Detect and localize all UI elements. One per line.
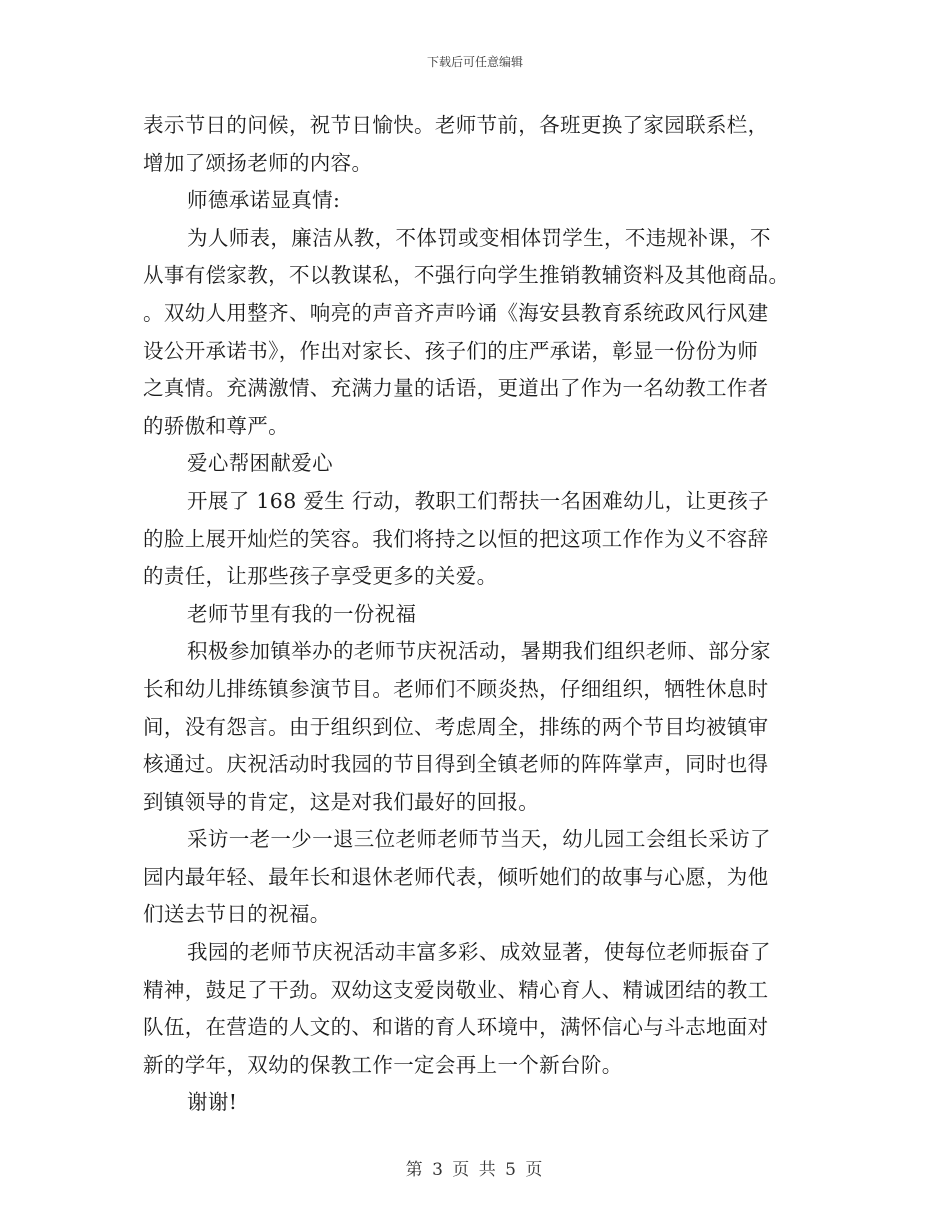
text-line: 新的学年，双幼的保教工作一定会再上一个新台阶。	[143, 1052, 623, 1077]
text-line: 爱心帮困献爱心	[187, 451, 333, 476]
page-number-footer: 第 3 页 共 5 页	[405, 1160, 545, 1180]
text-line: 。双幼人用整齐、响亮的声音齐声吟诵《海安县教育系统政风行风建	[143, 300, 769, 325]
text-line: 老师节里有我的一份祝福	[187, 601, 417, 626]
text-line: 从事有偿家教，不以教谋私，不强行向学生推销教辅资料及其他商品。	[143, 263, 790, 288]
text-line: 设公开承诺书》，作出对家长、孩子们的庄严承诺，彰显一份份为师	[143, 338, 759, 363]
text-line: 我园的老师节庆祝活动丰富多彩、成效显著，使每位老师振奋了	[187, 940, 771, 965]
text-line: 队伍，在营造的人文的、和谐的育人环境中，满怀信心与斗志地面对	[143, 1015, 769, 1040]
text-line: 园内最年轻、最年长和退休老师代表，倾听她们的故事与心愿，为他	[143, 864, 769, 889]
text-line: 表示节日的问候，祝节日愉快。老师节前，各班更换了家园联系栏，	[143, 113, 769, 137]
text-line: 间，没有怨言。由于组织到位、考虑周全，排练的两个节目均被镇审	[143, 714, 769, 739]
text-line: 的脸上展开灿烂的笑容。我们将持之以恒的把这项工作作为义不容辞	[143, 526, 769, 551]
text-line: 核通过。庆祝活动时我园的节目得到全镇老师的阵阵掌声，同时也得	[143, 752, 769, 777]
text-line: 增加了颂扬老师的内容。	[143, 150, 373, 175]
text-line: 的责任，让那些孩子享受更多的关爱。	[143, 564, 498, 589]
page-header-note: 下载后可任意编辑	[426, 55, 523, 69]
text-line: 积极参加镇举办的老师节庆祝活动，暑期我们组织老师、部分家	[187, 639, 771, 664]
text-line: 为人师表，廉洁从教，不体罚或变相体罚学生，不违规补课，不	[187, 225, 771, 250]
document-body	[143, 107, 808, 1122]
text-line: 到镇领导的肯定，这是对我们最好的回报。	[143, 789, 540, 814]
text-line: 之真情。充满激情、充满力量的话语，更道出了作为一名幼教工作者	[143, 376, 769, 401]
text-line: 精神，鼓足了干劲。双幼这支爱岗敬业、精心育人、精诚团结的教工	[143, 977, 769, 1002]
text-line: 长和幼儿排练镇参演节目。老师们不顾炎热，仔细组织，牺牲休息时	[143, 676, 769, 701]
text-line: 师德承诺显真情:	[187, 188, 341, 213]
text-line: 的骄傲和尊严。	[143, 413, 289, 438]
text-line: 谢谢!	[187, 1090, 238, 1115]
text-line: 们送去节日的祝福。	[143, 902, 331, 927]
text-line: 采访一老一少一退三位老师老师节当天，幼儿园工会组长采访了	[187, 827, 771, 852]
text-line: 开展了 168 爱生 行动，教职工们帮扶一名困难幼儿，让更孩子	[187, 488, 770, 513]
